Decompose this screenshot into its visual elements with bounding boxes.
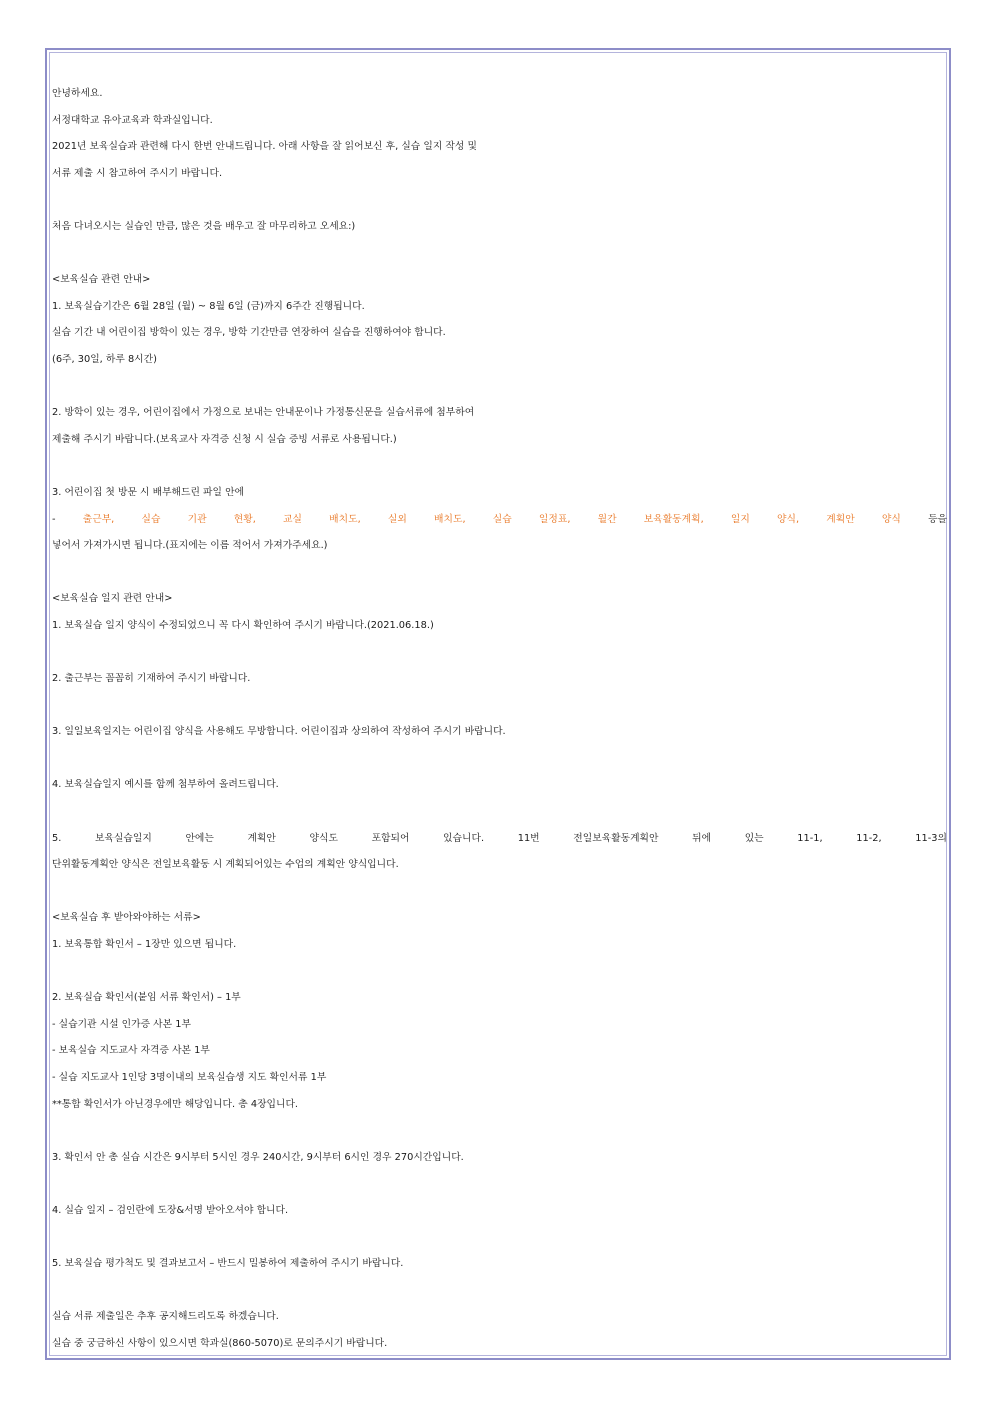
highlighted-file-list: 출근부, 실습 기관 현황, 교실 배치도, 실외 배치도, 실습 일정표, 월간 보육활동계획, 일지 양식, 계획안 양식 xyxy=(82,513,901,525)
journal-item-1: 1. 보육실습 일지 양식이 수정되었으니 꼭 다시 확인하여 주시기 바랍니다.(2021.06.18.) xyxy=(52,619,434,631)
list-tail: 등을 xyxy=(900,513,947,525)
practice-item-2: 2. 방학이 있는 경우, 어린이집에서 가정으로 보내는 안내문이나 가정통신문을 실습서류에 첨부하여 xyxy=(52,407,475,419)
documents-item-4: 4. 실습 일지 – 검인란에 도장&서명 받아오셔야 합니다. xyxy=(52,1204,289,1216)
practice-item-3-list xyxy=(52,507,947,534)
journal-item-2: 2. 출근부는 꼼꼼히 기재하여 주시기 바랍니다. xyxy=(52,673,251,685)
intro-line: 2021년 보육실습과 관련해 다시 한번 안내드립니다. 아래 사항을 잘 읽어보신 후, 실습 일지 작성 및 xyxy=(52,141,477,153)
documents-item-2: 2. 보육실습 확인서(붙임 서류 확인서) – 1부 xyxy=(52,992,241,1004)
practice-item-2-detail: 제출해 주시기 바랍니다.(보육교사 자격증 신청 시 실습 증빙 서류로 사용됩니다.) xyxy=(52,433,397,445)
section-heading-journal: <보육실습 일지 관련 안내> xyxy=(52,593,173,605)
practice-item-1-detail: 실습 기간 내 어린이집 방학이 있는 경우, 방학 기간만큼 연장하여 실습을 진행하여야 합니다. xyxy=(52,327,446,339)
sender-line: 서정대학교 유아교육과 학과실입니다. xyxy=(52,114,213,126)
greeting: 안녕하세요. xyxy=(52,88,103,99)
journal-item-4: 4. 보육실습일지 예시를 함께 첨부하여 올려드립니다. xyxy=(52,779,279,791)
practice-item-3: 3. 어린이집 첫 방문 시 배부해드린 파일 안에 xyxy=(52,486,245,498)
closing-line: 실습 서류 제출일은 추후 공지해드리도록 하겠습니다. xyxy=(52,1311,279,1323)
section-heading-documents: <보육실습 후 받아와야하는 서류> xyxy=(52,912,201,924)
section-heading-practice: <보육실습 관련 안내> xyxy=(52,274,151,286)
notice-body xyxy=(52,81,947,1358)
documents-item-3: 3. 확인서 안 총 실습 시간은 9시부터 5시인 경우 240시간, 9시부터 6시인 경우 270시간입니다. xyxy=(52,1151,464,1163)
journal-item-3: 3. 일일보육일지는 어린이집 양식을 사용해도 무방합니다. 어린이집과 상의하여 작성하여 주시기 바랍니다. xyxy=(52,726,506,738)
encouragement-line: 처음 다녀오시는 실습인 만큼, 많은 것을 배우고 잘 마무리하고 오세요:) xyxy=(52,220,356,232)
documents-subitem: - 보육실습 지도교사 자격증 사본 1부 xyxy=(52,1045,210,1057)
documents-item-5: 5. 보육실습 평가척도 및 결과보고서 – 반드시 밀봉하여 제출하여 주시기 바랍니다. xyxy=(52,1258,404,1270)
practice-item-3-detail: 넣어서 가져가시면 됩니다.(표지에는 이름 적어서 가져가주세요.) xyxy=(52,540,328,552)
practice-item-1-detail: (6주, 30일, 하루 8시간) xyxy=(52,353,157,365)
practice-item-1: 1. 보육실습기간은 6월 28일 (월) ~ 8월 6일 (금)까지 6주간 진행됩니다. xyxy=(52,300,365,312)
documents-subitem: - 실습 지도교사 1인당 3명이내의 보육실습생 지도 확인서류 1부 xyxy=(52,1071,327,1083)
journal-item-5-detail: 단위활동계획안 양식은 전일보육활동 시 계획되어있는 수업의 계획안 양식입니다. xyxy=(52,859,399,871)
list-dash: - xyxy=(52,513,83,525)
journal-item-5: 5. 보육실습일지 안에는 계획안 양식도 포함되어 있습니다. 11번 전일보육활동계획안 뒤에 있는 11-1, 11-2, 11-3의 xyxy=(52,832,947,844)
contact-line: 실습 중 궁금하신 사항이 있으시면 학과실(860-5070)로 문의주시기 바랍니다. xyxy=(52,1337,388,1349)
documents-note: **통합 확인서가 아닌경우에만 해당입니다. 총 4장입니다. xyxy=(52,1098,299,1110)
documents-subitem: - 실습기관 시설 인가증 사본 1부 xyxy=(52,1018,191,1030)
intro-line: 서류 제출 시 참고하여 주시기 바랍니다. xyxy=(52,167,223,179)
documents-item-1: 1. 보육통합 확인서 – 1장만 있으면 됩니다. xyxy=(52,939,237,950)
